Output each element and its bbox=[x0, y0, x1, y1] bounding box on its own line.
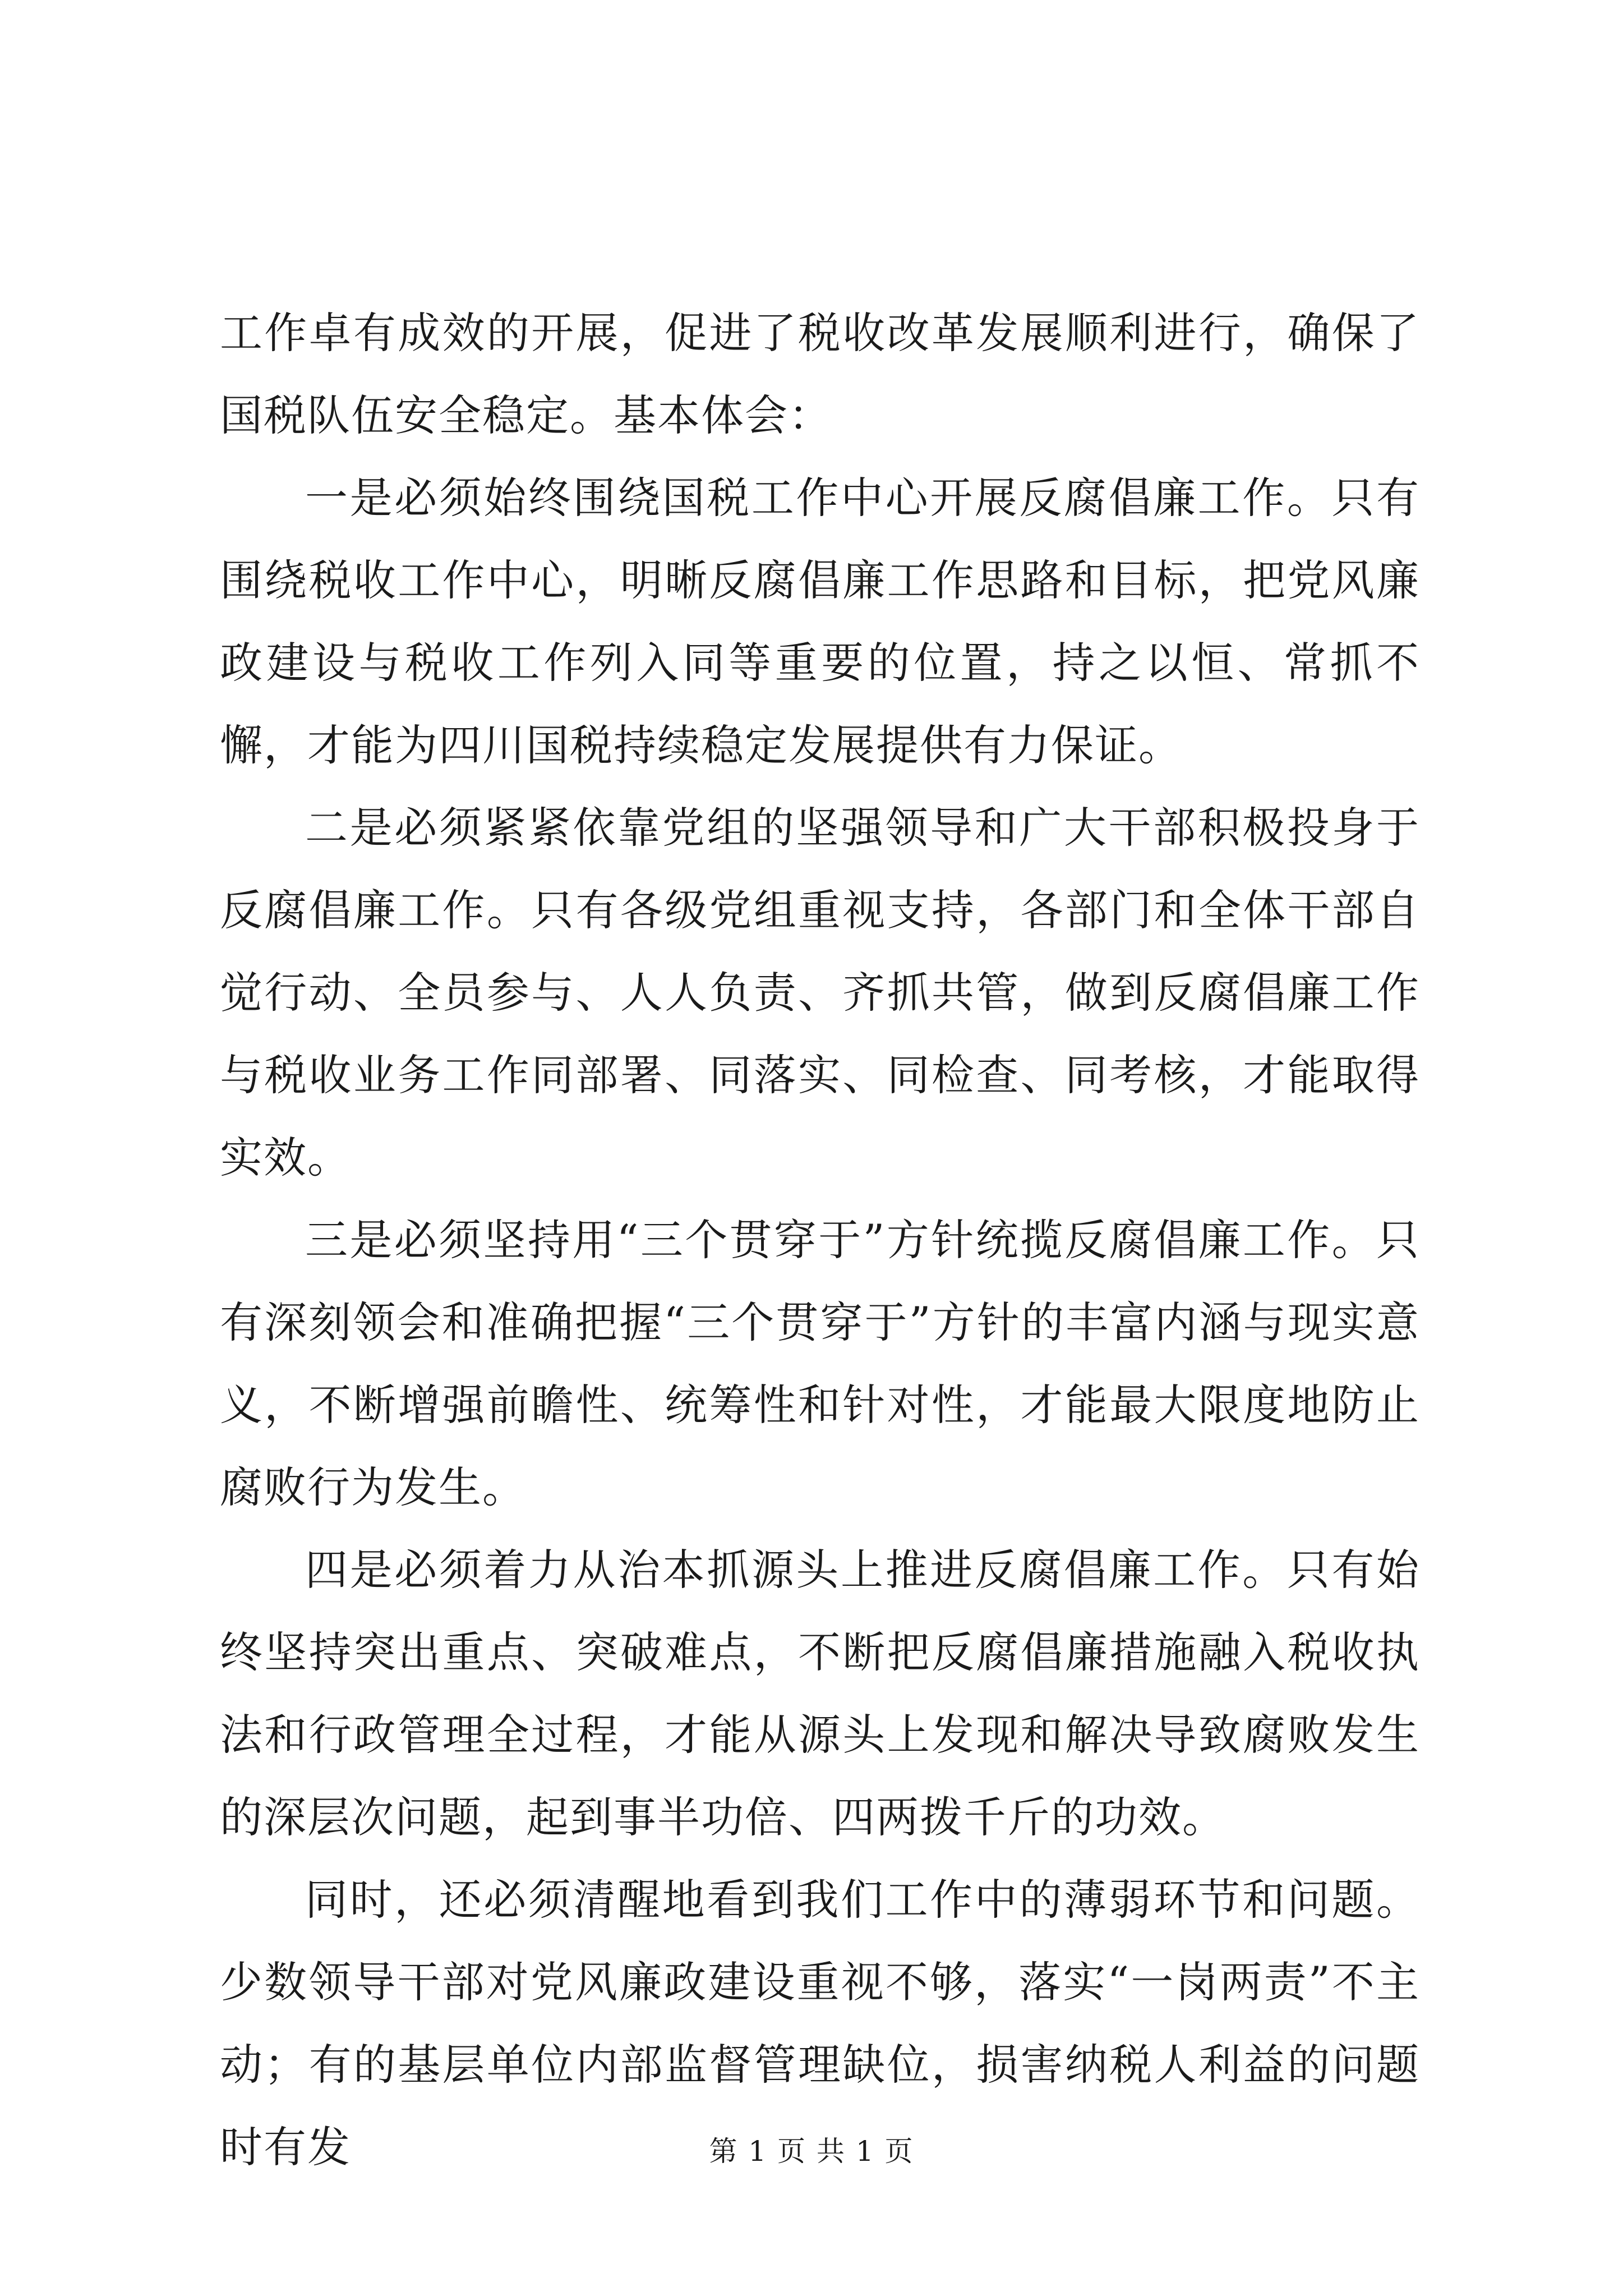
page-number-label: 第 1 页 共 1 页 bbox=[709, 2135, 914, 2168]
document-body bbox=[220, 292, 1420, 2188]
paragraph-point-two: 二是必须紧紧依靠党组的坚强领导和广大干部积极投身于反腐倡廉工作。只有各级党组重视支持，各部门和全体干部自觉行动、全员参与、人人负责、齐抓共管，做到反腐倡廉工作与税收业务工作同部署、同落实、同检查、同考核，才能取得实效。 bbox=[220, 803, 1420, 1182]
paragraph-problems: 同时，还必须清醒地看到我们工作中的薄弱环节和问题。少数领导干部对党风廉政建设重视不够，落实“一岗两责”不主动；有的基层单位内部监督管理缺位，损害纳税人利益的问题时有发 bbox=[220, 1875, 1420, 2172]
paragraph-point-three: 三是必须坚持用“三个贯穿于”方针统揽反腐倡廉工作。只有深刻领会和准确把握“三个贯穿于”方针的丰富内涵与现实意义，不断增强前瞻性、统筹性和针对性，才能最大限度地防止腐败行为发生。 bbox=[220, 1215, 1420, 1512]
paragraph-continuation: 工作卓有成效的开展，促进了税收改革发展顺利进行，确保了国税队伍安全稳定。基本体会： bbox=[220, 308, 1420, 440]
paragraph-point-four: 四是必须着力从治本抓源头上推进反腐倡廉工作。只有始终坚持突出重点、突破难点，不断把反腐倡廉措施融入税收执法和行政管理全过程，才能从源头上发现和解决导致腐败发生的深层次问题，起到事半功倍、四两拨千斤的功效。 bbox=[220, 1545, 1420, 1842]
paragraph-point-one: 一是必须始终围绕国税工作中心开展反腐倡廉工作。只有围绕税收工作中心，明晰反腐倡廉工作思路和目标，把党风廉政建设与税收工作列入同等重要的位置，持之以恒、常抓不懈，才能为四川国税持续稳定发展提供有力保证。 bbox=[220, 473, 1420, 770]
page-footer bbox=[0, 2132, 1623, 2171]
